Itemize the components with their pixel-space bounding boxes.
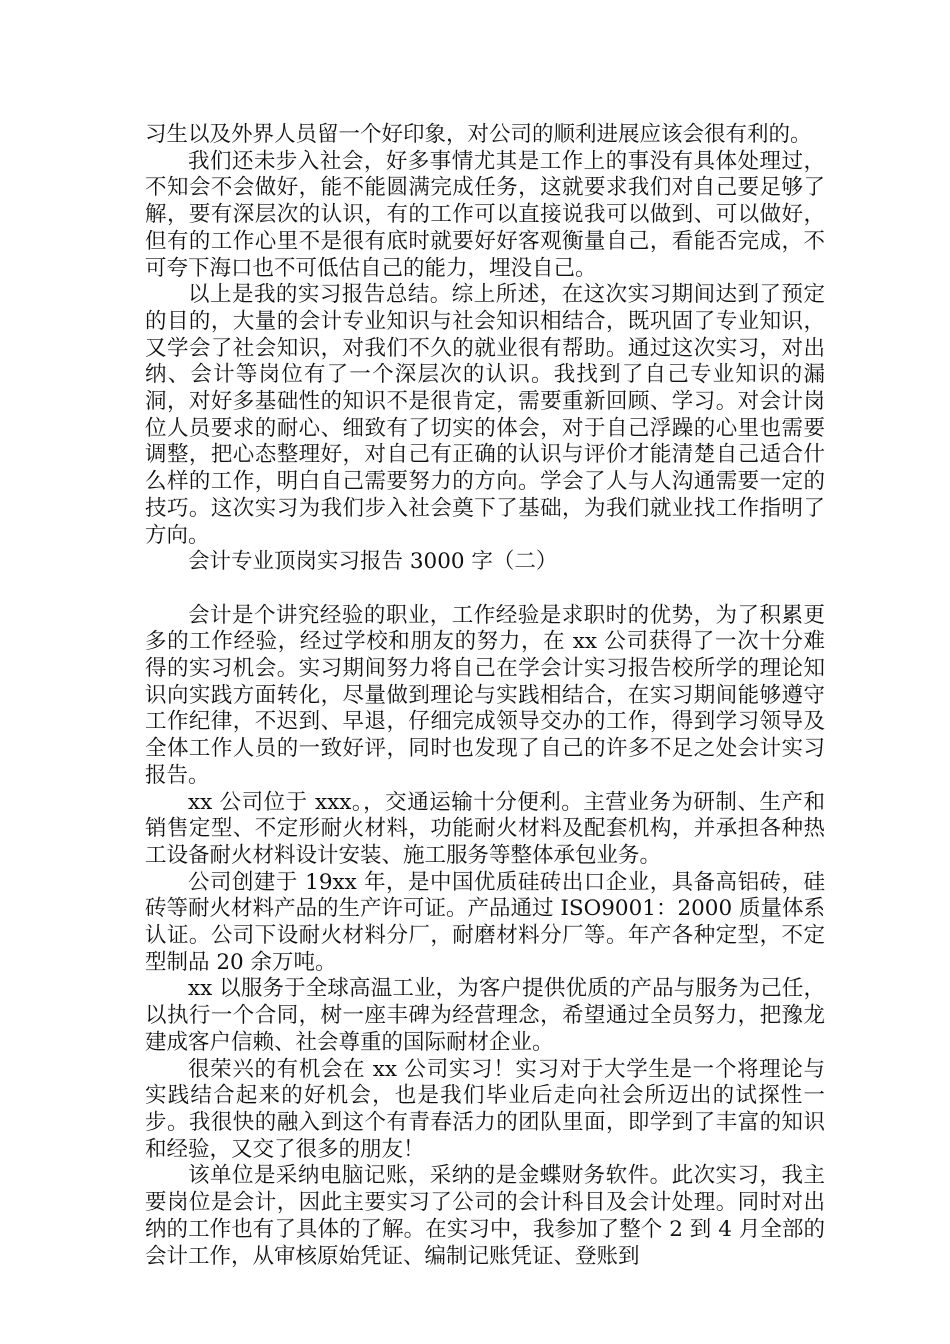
body-paragraph: 该单位是采纳电脑记账，采纳的是金蝶财务软件。此次实习，我主要岗位是会计，因此主要实习了公司的会计科目及会计处理。同时对出纳的工作也有了具体的了解。在实习中，我参加了整个 2 到 4 月全部的会计工作，从审核原始凭证、编制记账凭证、登账到 [145,1163,825,1269]
body-paragraph: 很荣兴的有机会在 xx 公司实习！实习对于大学生是一个将理论与实践结合起来的好机会，也是我们毕业后走向社会所迈出的试探性一步。我很快的融入到这个有青春活力的团队里面，即学到了丰富的知识和经验，又交了很多的朋友！ [145,1056,825,1162]
body-paragraph: 我们还未步入社会，好多事情尤其是工作上的事没有具体处理过，不知会不会做好，能不能圆满完成任务，这就要求我们对自己要足够了解，要有深层次的认识，有的工作可以直接说我可以做到、可以做好，但有的工作心里不是很有底时就要好好客观衡量自己，看能否完成，不可夸下海口也不可低估自己的能力，埋没自己。 [145,148,825,281]
blank-line [145,576,825,603]
body-paragraph: 以上是我的实习报告总结。综上所述，在这次实习期间达到了预定的目的，大量的会计专业知识与社会知识相结合，既巩固了专业知识，又学会了社会知识，对我们不久的就业很有帮助。通过这次实习，对出纳、会计等岗位有了一个深层次的认识。我找到了自己专业知识的漏洞，对好多基础性的知识不是很肯定，需要重新回顾、学习。对会计岗位人员要求的耐心、细致有了切实的体会，对于自己浮躁的心里也需要调整，把心态整理好，对自己有正确的认识与评价才能清楚自己适合什么样的工作，明白自己需要努力的方向。学会了人与人沟通需要一定的技巧。这次实习为我们步入社会奠下了基础，为我们就业找工作指明了方向。 [145,282,825,548]
body-paragraph: xx 公司位于 xxx。，交通运输十分便利。主营业务为研制、生产和销售定型、不定形耐火材料，功能耐火材料及配套机构，并承担各种热工设备耐火材料设计安装、施工服务等整体承包业务。 [145,789,825,868]
paragraph-group-before [145,122,825,549]
body-paragraph: 习生以及外界人员留一个好印象，对公司的顺利进展应该会很有利的。 [145,122,812,147]
body-paragraph: 公司创建于 19xx 年，是中国优质硅砖出口企业，具备高铝砖，硅砖等耐火材料产品的生产许可证。产品通过 ISO9001：2000 质量体系认证。公司下设耐火材料分厂，耐磨材料分厂等。年产各种定型，不定型制品 20 余万吨。 [145,869,825,975]
section-heading: 会计专业顶岗实习报告 3000 字（二） [188,549,558,575]
body-paragraph: 会计是个讲究经验的职业，工作经验是求职时的优势，为了积累更多的工作经验，经过学校和朋友的努力，在 xx 公司获得了一次十分难得的实习机会。实习期间努力将自己在学会计实习报告校所学的理论知识向实践方面转化，尽量做到理论与实践相结合，在实习期间能够遵守工作纪律，不迟到、早退，仔细完成领导交办的工作，得到学习领导及全体工作人员的一致好评，同时也发现了自己的许多不足之处会计实习报告。 [145,602,825,788]
body-paragraph: xx 以服务于全球高温工业，为客户提供优质的产品与服务为己任，以执行一个合同，树一座丰碑为经营理念，希望通过全员努力，把豫龙建成客户信赖、社会尊重的国际耐材企业。 [145,976,825,1055]
document-page [145,122,825,1270]
paragraph-group-after [145,603,825,1271]
